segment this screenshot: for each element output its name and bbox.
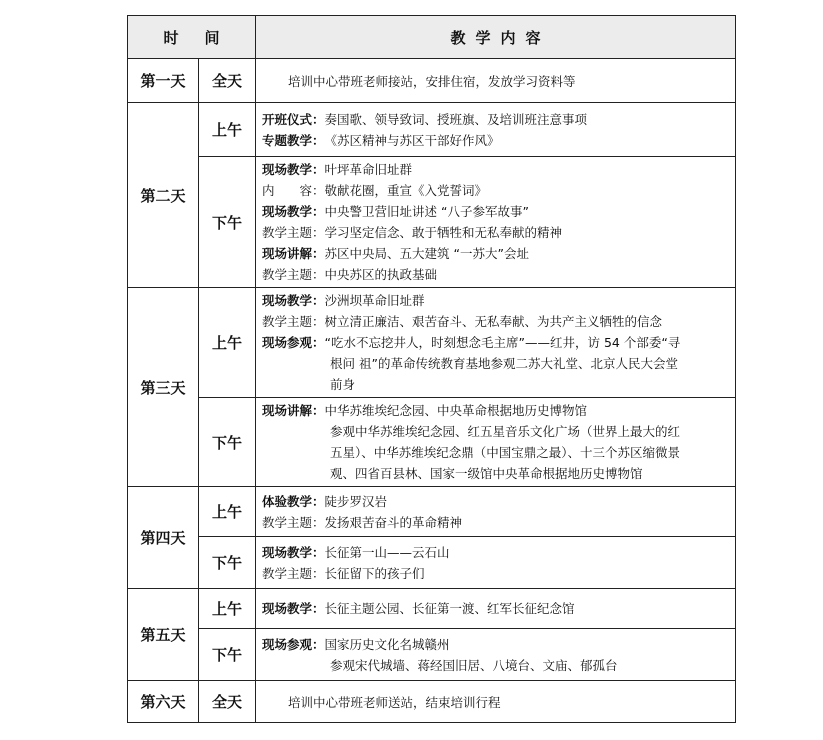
content-line [262,463,731,484]
line-value: 五星）、中华苏维埃纪念鼎（中国宝鼎之最）、十三个苏区缩微景 [330,445,681,460]
line-value: 根问 祖”的革命传统教育基地参观二苏大礼堂、北京人民大会堂 [330,356,678,371]
line-value: 中央苏区的执政基础 [324,267,438,282]
line-label: 教学主题： [262,225,325,240]
day-label: 第四天 [128,487,199,589]
day-4-pm-row [128,537,736,589]
content-line [262,130,731,151]
day-4-am-row [128,487,736,537]
content-line [262,222,731,243]
content-line [262,243,731,264]
schedule-table [127,15,736,723]
day-5-am-row [128,589,736,629]
line-label: 现场参观： [262,636,325,652]
content-line [262,491,731,512]
full-day-label: 全天 [199,681,256,723]
content-line [262,512,731,533]
line-value: 前身 [330,377,356,392]
day-label: 第六天 [128,681,199,723]
line-value: 沙洲坝革命旧址群 [324,293,425,308]
morning-label: 上午 [199,589,256,629]
day-3-am-content [256,288,736,398]
line-label: 现场教学： [262,601,325,616]
content-line [262,109,731,130]
content-line [262,374,731,395]
line-value: 树立清正廉洁、艰苦奋斗、无私奉献、为共产主义牺牲的信念 [324,314,663,329]
day-3-pm-row [128,398,736,487]
afternoon-label: 下午 [199,629,256,681]
line-value: 陡步罗汉岩 [324,493,388,509]
line-label: 体验教学： [262,493,325,509]
line-label: 教学主题： [262,314,325,329]
day-label: 第五天 [128,589,199,681]
day-2-pm-content [256,157,736,288]
line-value: 国家历史文化名城赣州 [324,636,450,652]
header-time: 时间 [128,16,256,59]
afternoon-label: 下午 [199,157,256,288]
day-6-row [128,681,736,723]
line-value: 长征留下的孩子们 [324,565,425,581]
line-value: 中华苏维埃纪念园、中央革命根据地历史博物馆 [324,403,588,418]
day-1-content: 培训中心带班老师接站，安排住宿，发放学习资料等 [256,59,736,103]
line-value: 敬献花圈，重宣《入党誓词》 [324,183,488,198]
line-value: 《苏区精神与苏区干部好作风》 [324,132,500,148]
full-day-label: 全天 [199,59,256,103]
content-line [262,442,731,463]
line-value: “吃水不忘挖井人，时刻想念毛主席”——红井，访 54 个部委“寻 [324,335,681,350]
line-label: 开班仪式： [262,111,325,127]
line-label: 专题教学： [262,132,325,148]
day-5-pm-content [256,629,736,681]
day-5-pm-row [128,629,736,681]
morning-label: 上午 [199,103,256,157]
morning-label: 上午 [199,487,256,537]
afternoon-label: 下午 [199,398,256,487]
day-2-am-row [128,103,736,157]
content-line [262,332,731,353]
header-content: 教学内容 [256,16,736,59]
content-line [262,290,731,311]
content-line [262,180,731,201]
content-line [262,264,731,285]
line-label: 教学主题： [262,565,325,581]
line-value: 叶坪革命旧址群 [324,162,413,177]
line-label: 教学主题： [262,514,325,530]
content-line [262,655,731,676]
line-label: 现场教学： [262,162,325,177]
afternoon-label: 下午 [199,537,256,589]
line-label: 现场教学： [262,293,325,308]
line-label: 现场讲解： [262,403,325,418]
line-value: 发扬艰苦奋斗的革命精神 [324,514,463,530]
line-label: 现场教学： [262,204,325,219]
line-label: 内 容： [262,183,325,198]
header-row [128,16,736,59]
day-4-am-content [256,487,736,537]
line-value: 长征第一山——云石山 [324,544,450,560]
line-value: 长征主题公园、长征第一渡、红军长征纪念馆 [324,601,575,616]
line-value: 参观宋代城墙、蒋经国旧居、八境台、文庙、郁孤台 [330,657,618,673]
line-label: 教学主题： [262,267,325,282]
line-value: 苏区中央局、五大建筑 “一苏大”会址 [324,246,529,261]
line-value: 参观中华苏维埃纪念园、红五星音乐文化广场（世界上最大的红 [330,424,681,439]
day-4-pm-content [256,537,736,589]
line-value: 学习坚定信念、敢于牺牲和无私奉献的精神 [324,225,563,240]
day-5-am-content [256,589,736,629]
morning-label: 上午 [199,288,256,398]
content-line [262,311,731,332]
line-value: 中央警卫营旧址讲述 “八子参军故事” [324,204,529,219]
line-value: 观、四省百县林、国家一级馆中央革命根据地历史博物馆 [330,466,643,481]
content-line [262,542,731,563]
content-line [262,563,731,584]
line-label: 现场教学： [262,544,325,560]
day-label: 第一天 [128,59,199,103]
day-2-pm-row [128,157,736,288]
day-2-am-content [256,103,736,157]
day-label: 第三天 [128,288,199,487]
day-6-content: 培训中心带班老师送站，结束培训行程 [256,681,736,723]
content-line [262,598,731,619]
content-line [262,421,731,442]
day-3-am-row [128,288,736,398]
day-3-pm-content [256,398,736,487]
content-line [262,353,731,374]
content-line [262,159,731,180]
line-label: 现场讲解： [262,246,325,261]
line-value: 奏国歌、领导致词、授班旗、及培训班注意事项 [324,111,588,127]
content-line [262,400,731,421]
content-line [262,201,731,222]
day-1-row [128,59,736,103]
day-label: 第二天 [128,103,199,288]
content-line [262,634,731,655]
line-label: 现场参观： [262,335,325,350]
